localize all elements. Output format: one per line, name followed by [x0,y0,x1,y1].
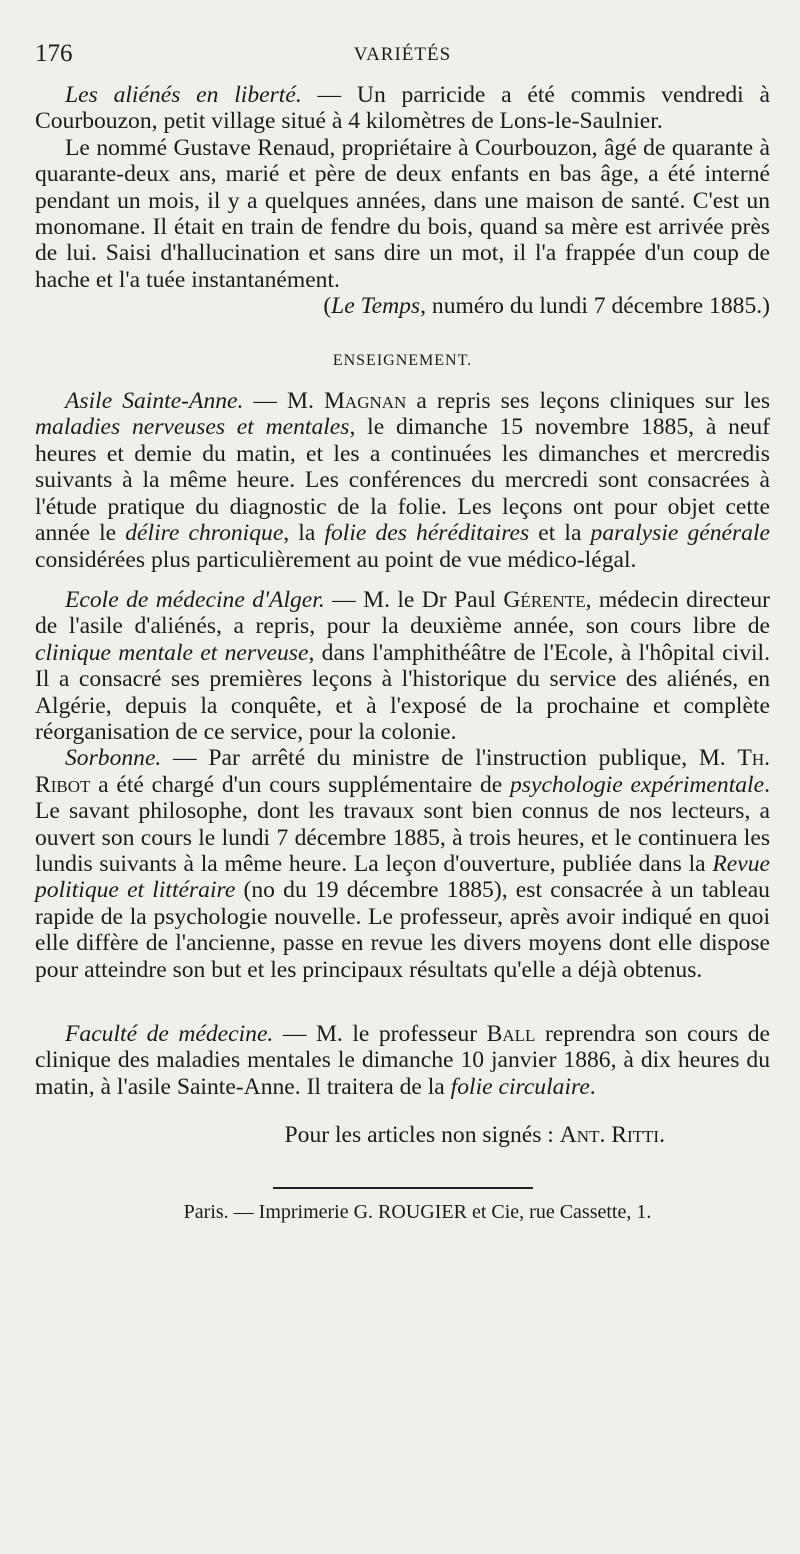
notice-title: Sorbonne. [65,745,162,772]
notice-text: reprendra son cours de clinique des maladies mentales le dimanche 10 janvier 1886, à dix heures du matin, à l'asile Sainte-Anne. Il traitera de la [35,1021,770,1100]
page-number: 176 [35,40,73,67]
notice-emphasis: folie circulaire [450,1073,590,1100]
notice-text: , la [283,520,325,547]
spacer [35,573,770,587]
notice-emphasis: folie des héréditaires [324,520,530,547]
article-title: Les aliénés en liberté. [65,82,302,108]
person-name: Gérente [503,586,586,613]
footer-divider [273,1187,533,1189]
running-title: VARIÉTÉS [353,44,452,65]
notice-text: , dans l'amphithéâtre de l'Ecole, à l'hôpital civil. Il a consacré ses premières leçons à l'historique du service des aliénés, en Algérie, depuis la conquête, et à l'exposé de la prochaine et complète réorganisation de ce service, pour la colonie. [35,639,770,745]
person-name: Ball [486,1021,536,1047]
notice-title: Asile Sainte-Anne. [65,388,244,415]
notice-text: , médecin directeur de l'asile d'aliénés, a repris, pour la deuxième année, son cours libre de [35,586,771,640]
signature-line [35,1122,770,1148]
notice-text: — M. le professeur [273,1021,487,1047]
notice-text: . [589,1073,596,1100]
notice-title: Ecole de médecine d'Alger. [65,586,325,613]
notice-emphasis: clinique mentale et nerveuse [35,639,309,666]
notice-emphasis: maladies nerveuses et mentales [35,414,350,441]
article-source [35,293,770,319]
notice-text: , le dimanche 15 novembre 1885, à neuf heures et demie du matin, et les a continuées les dimanches et mercredis suivants à la même heure. Les conférences du mercredi sont consacrées à l'étude pratique du diagnostic de la folie. Les leçons ont pour objet cette année le [35,414,771,547]
notice-text: — Par arrêté du ministre de l'instruction publique, M. [161,745,738,772]
notice-text: considérées plus particulièrement au point de vue médico-légal. [35,546,637,573]
section-title: ENSEIGNEMENT. [332,351,473,369]
notice-ecole-alger [35,587,770,745]
notice-text: a repris ses leçons cliniques sur les [406,388,771,415]
notice-sorbonne [35,745,770,983]
notice-text: — M. [243,388,324,415]
page-header [35,40,770,82]
notice-text: (no du 19 décembre 1885), est consacrée à un tableau rapide de la psychologie nouvelle. Le professeur, après avoir indiqué en quoi elle diffère de l'ancienne, passe en revue les divers moyens dont elle dispose pour atteindre son but et les principaux résultats qu'elle a déjà obtenus. [35,877,770,983]
notice-title: Faculté de médecine. [65,1021,274,1047]
notice-text: — M. le Dr Paul [324,586,504,613]
signature-name: Ant. Ritti. [559,1122,665,1149]
article-intro-paragraph [35,82,770,135]
notice-asile-sainte-anne [35,388,770,573]
notice-emphasis: Revue politique et littéraire [35,850,770,904]
notice-text: et la [529,520,591,547]
notice-emphasis: paralysie générale [590,520,770,547]
notice-faculte-medecine [35,1021,770,1100]
person-name: Th. Ribot [35,745,770,798]
source-open: ( [323,293,332,320]
article-intro-text: — Un parricide a été commis vendredi à Courbouzon, petit village situé à 4 kilomètres de Lons-le-Saulnier. [35,82,770,135]
notice-emphasis: psychologie expérimentale [510,771,765,798]
notice-emphasis: délire chronique [125,520,284,547]
article-body-paragraph: Le nommé Gustave Renaud, propriétaire à Courbouzon, âgé de quarante à quarante-deux ans, marié et père de deux enfants en bas âge, a été interné pendant un mois, il y a quelques années, dans une maison de santé. C'est un monomane. Il était en train de fendre du bois, quand sa mère est arrivée près de lui. Saisi d'hallucination et sans dire un mot, il l'a frappée d'un coup de hache et l'a tuée instantanément. [35,134,770,293]
source-details: , numéro du lundi 7 décembre 1885.) [420,293,770,320]
source-publication: Le Temps [331,293,421,320]
notice-text: . Le savant philosophe, dont les travaux sont bien connus de nos lecteurs, a ouvert son cours le lundi 7 décembre 1885, à trois heures, et le continuera les lundis suivants à la même heure. La leçon d'ouverture, publiée dans la [35,771,770,877]
notice-text: a été chargé d'un cours supplémentaire de [90,771,510,798]
page-content [35,82,770,1225]
spacer [35,983,770,1021]
signature-text: Pour les articles non signés : [284,1122,560,1149]
printer-imprint: Paris. — Imprimerie G. ROUGIER et Cie, rue Cassette, 1. [183,1200,652,1223]
person-name: Magnan [323,388,407,415]
